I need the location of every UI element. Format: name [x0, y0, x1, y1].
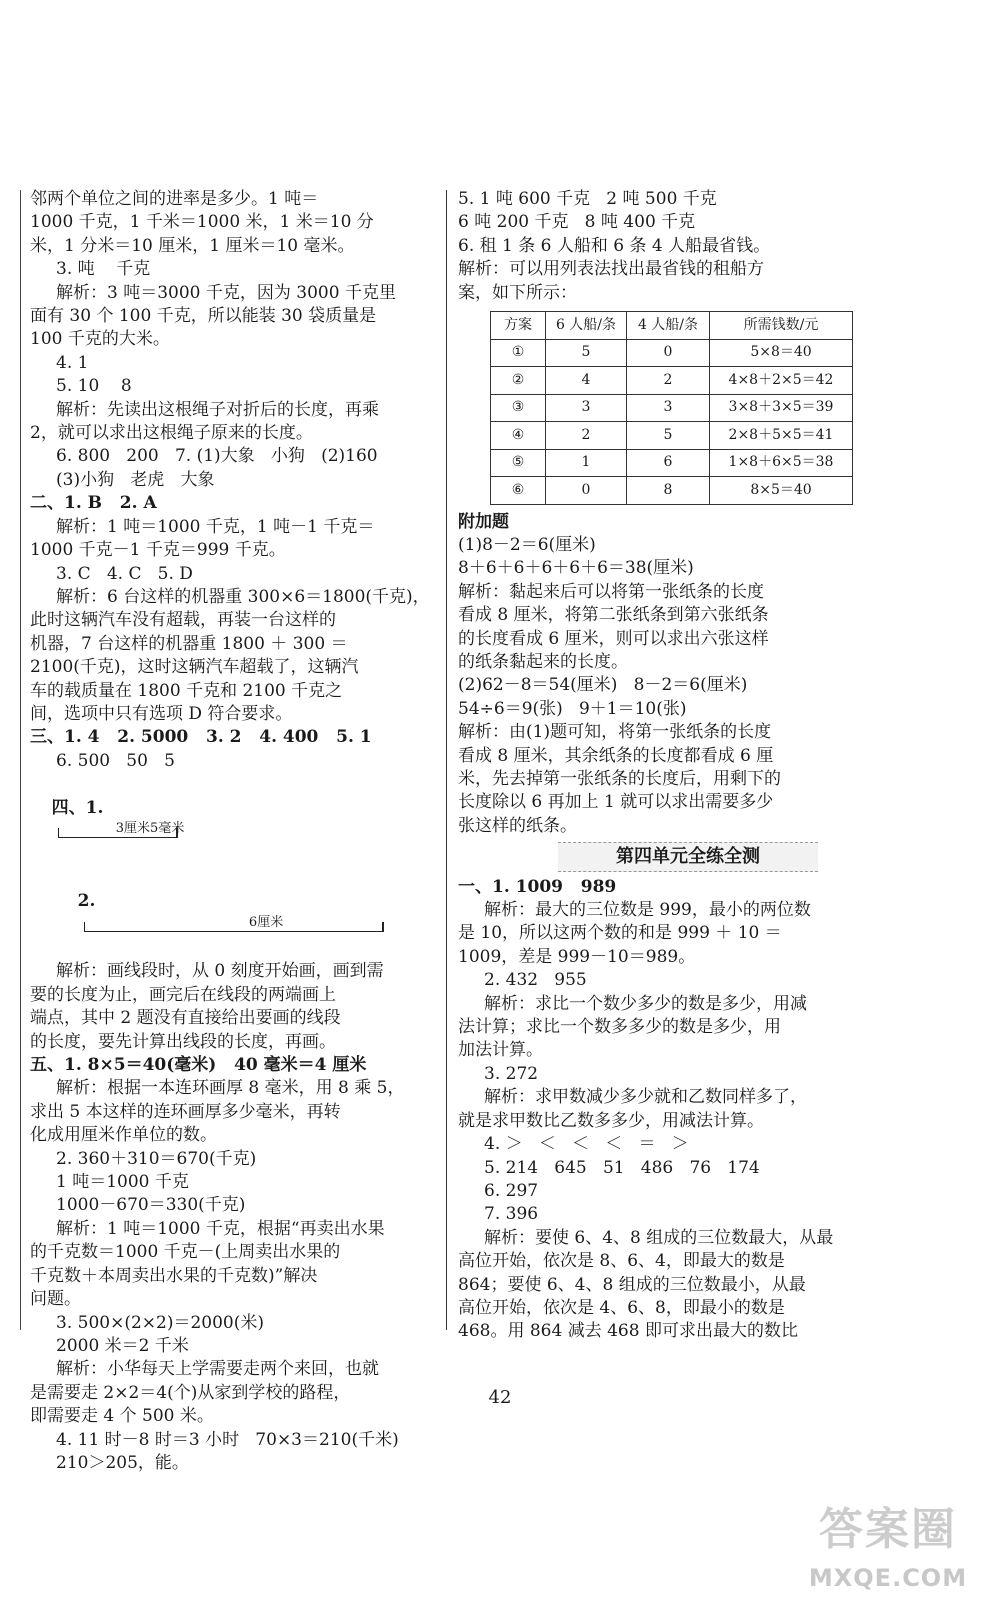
text-line: 解析：先读出这根绳子对折后的长度，再乘 — [56, 399, 379, 420]
text-line: 解析：由(1)题可知，将第一张纸条的长度 — [458, 722, 772, 743]
text-line: 解析：6 台这样的机器重 300×6＝1800(千克)， — [56, 586, 430, 607]
text-line: 6. 租 1 条 6 人船和 6 条 4 人船最省钱。 — [458, 235, 771, 256]
text-line: 2. 360＋310＝670(千克) — [56, 1148, 257, 1169]
table-header-row — [491, 312, 853, 340]
table-cell: 3 — [627, 394, 710, 422]
table-cell: ⑥ — [491, 477, 546, 505]
text-line: 是需要走 2×2＝4(个)从家到学校的路程， — [30, 1382, 351, 1403]
table-cell: 8×5＝40 — [710, 477, 853, 505]
table-cell: 0 — [627, 339, 710, 367]
text-line: 解析：求甲数减少多少就和乙数同样多了， — [484, 1087, 807, 1108]
text-line: 解析：最大的三位数是 999，最小的两位数 — [484, 900, 811, 921]
text-line: 210＞205，能。 — [56, 1452, 189, 1473]
text-line: 3. 272 — [484, 1063, 539, 1084]
table-row — [491, 477, 853, 505]
table-cell: 5 — [546, 339, 627, 367]
right-text-block-1 — [458, 188, 858, 305]
segment-prefix-2: 2. — [77, 891, 96, 912]
page-number: 42 — [488, 1387, 512, 1408]
unit-title: 第四单元全练全测 — [558, 842, 818, 871]
text-line: 解析：可以用列表法找出最省钱的租船方 — [458, 259, 764, 280]
text-line: 1000 千克－1 千克＝999 千克。 — [30, 540, 286, 561]
text-line: 7. 396 — [484, 1204, 539, 1225]
text-line: 3. 吨 千克 — [56, 259, 151, 280]
boat-rental-table — [490, 311, 853, 505]
text-line: 解析：3 吨＝3000 千克，因为 3000 千克里 — [56, 282, 396, 303]
column-divider — [446, 190, 447, 1330]
text-line: 解析：小华每天上学需要走两个来回，也就 — [56, 1359, 379, 1380]
table-cell: ① — [491, 339, 546, 367]
right-text-block-2 — [458, 511, 858, 839]
text-line: 面有 30 个 100 千克，所以能装 30 袋质量是 — [30, 306, 377, 327]
text-line: 54÷6＝9(张) 9＋1＝10(张) — [458, 698, 687, 719]
text-line: 3. 500×(2×2)＝2000(米) — [56, 1312, 264, 1333]
text-line: 5. 214 645 51 486 76 174 — [484, 1157, 760, 1178]
text-line: 的纸条黏起来的长度。 — [458, 651, 628, 672]
text-line: 此时这辆汽车没有超载，再装一台这样的 — [30, 610, 336, 631]
right-column — [458, 188, 858, 1344]
table-cell: 2 — [627, 367, 710, 395]
table-cell: 4×8＋2×5＝42 — [710, 367, 853, 395]
table-cell: 2 — [546, 422, 627, 450]
line-segment-6cm — [84, 915, 384, 935]
text-line: (3)小狗 老虎 大象 — [56, 469, 215, 490]
table-cell: 0 — [546, 477, 627, 505]
text-line: 机器，7 台这样的机器重 1800 ＋ 300 ＝ — [30, 633, 348, 654]
text-line: 就是求甲数比乙数多多少，用减法计算。 — [458, 1110, 764, 1131]
text-line: 高位开始，依次是 8、6、4，即最大的数是 — [458, 1251, 785, 1272]
text-line: 附加题 — [458, 511, 509, 532]
text-line: 案，如下所示： — [458, 282, 577, 303]
segment-row-1 — [30, 773, 440, 867]
table-row — [491, 394, 853, 422]
table-cell: 3 — [546, 394, 627, 422]
text-line: 长度除以 6 再加上 1 就可以求出需要多少 — [458, 792, 774, 813]
watermark-logo-text: 答案圈 — [819, 1504, 957, 1555]
table-cell: 5×8＝40 — [710, 339, 853, 367]
text-line: 解析：要使 6、4、8 组成的三位数最大，从最 — [484, 1227, 834, 1248]
text-line: 468。用 864 减去 468 即可求出最大的数比 — [458, 1321, 798, 1342]
table-header-cell: 6 人船/条 — [546, 312, 627, 340]
table-cell: 2×8＋5×5＝41 — [710, 422, 853, 450]
table-row — [491, 422, 853, 450]
table-body — [491, 339, 853, 504]
text-line: 间，选项中只有选项 D 符合要求。 — [30, 703, 293, 724]
text-line: 张这样的纸条。 — [458, 815, 577, 836]
line-segment-3cm5mm — [58, 821, 185, 841]
text-line: 4. 11 时－8 时＝3 小时 70×3＝210(千米) — [56, 1429, 399, 1450]
text-line: 的千克数＝1000 千克－(上周卖出水果的 — [30, 1242, 341, 1263]
text-line: 5. 10 8 — [56, 376, 132, 397]
text-line: 五、1. 8×5＝40(毫米) 40 毫米＝4 厘米 — [30, 1055, 367, 1076]
text-line: 端点，其中 2 题没有直接给出要画的线段 — [30, 1008, 341, 1029]
text-line: 2. 432 955 — [484, 970, 587, 991]
text-line: 看成 8 厘米，其余纸条的长度都看成 6 厘 — [458, 745, 774, 766]
segment-label-1: 3厘米5毫米 — [115, 821, 185, 837]
text-line: 是 10，所以这两个数的和是 999 ＋ 10 ＝ — [458, 923, 782, 944]
text-line: 米，先去掉第一张纸条的长度后，用剩下的 — [458, 769, 781, 789]
table-cell: ③ — [491, 394, 546, 422]
table-cell: ⑤ — [491, 449, 546, 477]
text-line: 三、1. 4 2. 5000 3. 2 4. 400 5. 1 — [30, 727, 372, 748]
text-line: 千克数＋本周卖出水果的千克数)”解决 — [30, 1265, 318, 1286]
table-row — [491, 339, 853, 367]
left-text-block-1 — [30, 188, 440, 773]
table-cell: 3×8＋3×5＝39 — [710, 394, 853, 422]
table-row — [491, 449, 853, 477]
text-line: 1000 千克，1 千米＝1000 米，1 米＝10 分 — [30, 212, 374, 233]
text-line: 5. 1 吨 600 千克 2 吨 500 千克 — [458, 189, 717, 209]
text-line: 6 吨 200 千克 8 吨 400 千克 — [458, 212, 696, 233]
text-line: (1)8－2＝6(厘米) — [458, 534, 596, 555]
segment-label-2: 6厘米 — [248, 915, 284, 931]
text-line: 2100(千克)，这时这辆汽车超载了，这辆汽 — [30, 657, 359, 678]
text-line: 4. ＞ ＜ ＜ ＜ ＝ ＞ — [484, 1134, 689, 1155]
segment-prefix-1: 四、1. — [51, 797, 104, 818]
text-line: 6. 800 200 7. (1)大象 小狗 (2)160 — [56, 446, 378, 467]
text-line: 解析：画线段时，从 0 刻度开始画，画到需 — [56, 961, 384, 982]
text-line: 法计算；求比一个数多多少的数是多少，用 — [458, 1017, 781, 1038]
text-line: 一、1. 1009 989 — [458, 876, 617, 897]
text-line: 高位开始，依次是 4、6、8，即最小的数是 — [458, 1297, 785, 1318]
text-line: 1 吨＝1000 千克 — [56, 1172, 189, 1193]
text-line: 看成 8 厘米，将第二张纸条到第六张纸条 — [458, 605, 769, 626]
text-line: 的长度，要先计算出线段的长度，再画。 — [30, 1031, 336, 1052]
text-line: 864；要使 6、4、8 组成的三位数最小，从最 — [458, 1274, 806, 1295]
text-line: 6. 500 50 5 — [56, 750, 175, 771]
text-line: 2000 米＝2 千米 — [56, 1335, 189, 1356]
table-cell: 5 — [627, 422, 710, 450]
text-line: 4. 1 — [56, 352, 89, 373]
watermark-url: MXQE.COM — [808, 1564, 968, 1592]
text-line: 3. C 4. C 5. D — [56, 563, 193, 584]
text-line: (2)62－8＝54(厘米) 8－2＝6(厘米) — [458, 675, 748, 696]
text-line: 求出 5 本这样的连环画厚多少毫米，再转 — [30, 1101, 341, 1122]
text-line: 问题。 — [30, 1289, 81, 1310]
text-line: 解析：1 吨＝1000 千克，根据“再卖出水果 — [56, 1218, 385, 1239]
text-line: 2，就可以求出这根绳子原来的长度。 — [30, 423, 313, 444]
table-cell: 6 — [627, 449, 710, 477]
text-line: 1009，差是 999－10＝989。 — [458, 946, 696, 967]
left-column — [30, 188, 440, 1475]
table-cell: 8 — [627, 477, 710, 505]
table-cell: 1×8＋6×5＝38 — [710, 449, 853, 477]
text-line: 加法计算。 — [458, 1040, 543, 1061]
table-header-cell: 所需钱数/元 — [710, 312, 853, 340]
text-line: 1000－670＝330(千克) — [56, 1195, 246, 1216]
table-cell: ② — [491, 367, 546, 395]
table-cell: 4 — [546, 367, 627, 395]
left-margin-rule — [20, 190, 21, 1330]
text-line: 6. 297 — [484, 1180, 539, 1201]
text-line: 100 千克的大米。 — [30, 329, 170, 350]
table-header-cell: 方案 — [491, 312, 546, 340]
segment-row-2 — [30, 867, 440, 961]
text-line: 米，1 分米＝10 厘米，1 厘米＝10 毫米。 — [30, 235, 355, 256]
text-line: 解析：求比一个数少多少的数是多少，用减 — [484, 993, 807, 1014]
watermark-logo — [800, 1500, 976, 1592]
text-line: 二、1. B 2. A — [30, 493, 157, 514]
text-line: 解析：1 吨＝1000 千克，1 吨－1 千克＝ — [56, 516, 375, 537]
table-cell: 1 — [546, 449, 627, 477]
text-line: 化成用厘米作单位的数。 — [30, 1125, 217, 1146]
text-line: 车的载质量在 1800 千克和 2100 千克之 — [30, 680, 343, 701]
right-text-block-3 — [458, 876, 858, 1344]
table-row — [491, 367, 853, 395]
table-cell: ④ — [491, 422, 546, 450]
text-line: 8＋6＋6＋6＋6＋6＝38(厘米) — [458, 558, 694, 579]
text-line: 解析：黏起来后可以将第一张纸条的长度 — [458, 581, 764, 602]
text-line: 的长度看成 6 厘米，则可以求出六张这样 — [458, 628, 769, 649]
text-line: 即需要走 4 个 500 米。 — [30, 1406, 214, 1427]
table-header-cell: 4 人船/条 — [627, 312, 710, 340]
text-line: 邻两个单位之间的进率是多少。1 吨＝ — [30, 189, 319, 209]
text-line: 要的长度为止，画完后在线段的两端画上 — [30, 984, 336, 1005]
text-line: 解析：根据一本连环画厚 8 毫米，用 8 乘 5， — [56, 1078, 405, 1099]
